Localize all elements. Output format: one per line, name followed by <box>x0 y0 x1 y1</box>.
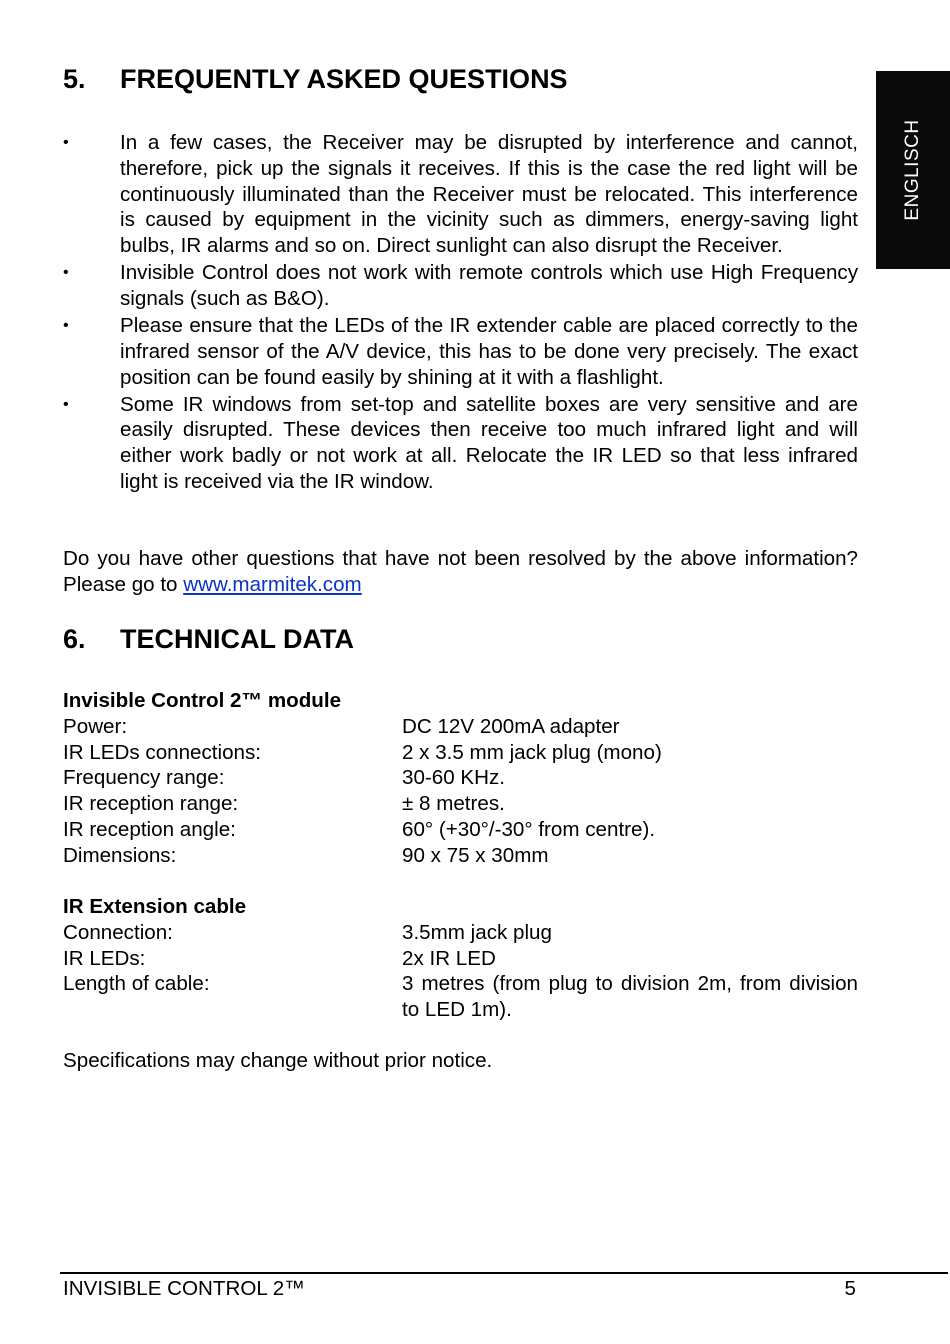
faq-item-text: Some IR windows from set-top and satellite boxes are very sensitive and are easily disrupted. These devices then receive too much infrared light and will either work badly or not work at all. Relocate the IR LED so that less infrared light is received via the IR window. <box>120 392 858 493</box>
spec-label: IR reception angle: <box>63 817 236 841</box>
spec-value: 3 metres (from plug to division 2m, from division to LED 1m). <box>402 972 858 1022</box>
spec-label: Frequency range: <box>63 766 225 790</box>
spec-value: 2 x 3.5 mm jack plug (mono) <box>402 740 662 764</box>
bullet-icon: • <box>63 395 69 413</box>
marmitek-link[interactable]: www.marmitek.com <box>183 572 362 596</box>
faq-item-text: In a few cases, the Receiver may be disrupted by interference and cannot, therefore, pick up the signals it receives. If this is the case the red light will be continuously illuminated than the Receiver must be relocated. This interference is caused by equipment in the vicinity such as dimmers, energy-saving light bulbs, IR alarms and so on. Direct sunlight can also disrupt the Receiver. <box>120 131 858 258</box>
language-tab-label: ENGLISCH <box>902 119 924 221</box>
spec-label: Length of cable: <box>63 972 210 996</box>
spec-row <box>63 971 858 1023</box>
faq-heading-title: FREQUENTLY ASKED QUESTIONS <box>120 64 568 94</box>
faq-item <box>63 260 858 312</box>
spec-label: Connection: <box>63 920 173 944</box>
spec-row <box>63 765 858 791</box>
tech-heading-title: TECHNICAL DATA <box>120 624 354 654</box>
language-tab <box>876 71 950 269</box>
faq-item <box>63 313 858 390</box>
bullet-icon: • <box>63 316 69 334</box>
spec-value: 60° (+30°/-30° from centre). <box>402 817 656 841</box>
spec-row <box>63 843 858 869</box>
spec-label: IR reception range: <box>63 792 239 816</box>
bullet-icon: • <box>63 134 69 151</box>
spec-label: Power: <box>63 714 128 738</box>
spec-label: IR LEDs: <box>63 946 146 970</box>
module-spec-table <box>63 688 858 869</box>
faq-heading-number: 5. <box>63 64 86 94</box>
spec-label: Dimensions: <box>63 843 177 867</box>
cable-spec-title: IR Extension cable <box>63 895 247 918</box>
faq-item-text: Invisible Control does not work with remote controls which use High Frequency signals (such as B&O). <box>120 261 858 310</box>
footer-page-number: 5 <box>844 1277 856 1300</box>
spec-value: 2x IR LED <box>402 946 496 970</box>
faq-closing-paragraph <box>63 546 858 598</box>
faq-heading <box>63 63 568 95</box>
spec-label: IR LEDs connections: <box>63 740 262 764</box>
module-spec-title: Invisible Control 2™ module <box>63 689 342 712</box>
spec-value: 90 x 75 x 30mm <box>402 843 549 867</box>
tech-heading <box>63 623 354 655</box>
footer-divider <box>60 1272 948 1274</box>
spec-value: 30-60 KHz. <box>402 766 506 790</box>
cable-spec-table <box>63 894 858 1023</box>
spec-row <box>63 791 858 817</box>
spec-row <box>63 920 858 946</box>
spec-value: ± 8 metres. <box>402 792 505 816</box>
spec-note: Specifications may change without prior notice. <box>63 1049 493 1072</box>
faq-closing-text: Do you have other questions that have not been resolved by the above information? Please go to <box>63 547 858 596</box>
spec-row <box>63 714 858 740</box>
spec-row <box>63 740 858 766</box>
tech-heading-number: 6. <box>63 624 86 654</box>
bullet-icon: • <box>63 264 69 282</box>
faq-item <box>63 130 858 259</box>
faq-item-text: Please ensure that the LEDs of the IR extender cable are placed correctly to the infrared sensor of the A/V device, this has to be done very precisely. The exact position can be found easily by shining at it with a flashlight. <box>120 313 858 389</box>
spec-value: 3.5mm jack plug <box>402 920 552 944</box>
spec-row <box>63 817 858 843</box>
faq-item <box>63 392 858 495</box>
spec-row <box>63 946 858 972</box>
spec-value: DC 12V 200mA adapter <box>402 714 620 738</box>
faq-list <box>63 130 858 496</box>
footer-product-name: INVISIBLE CONTROL 2™ <box>63 1277 305 1300</box>
